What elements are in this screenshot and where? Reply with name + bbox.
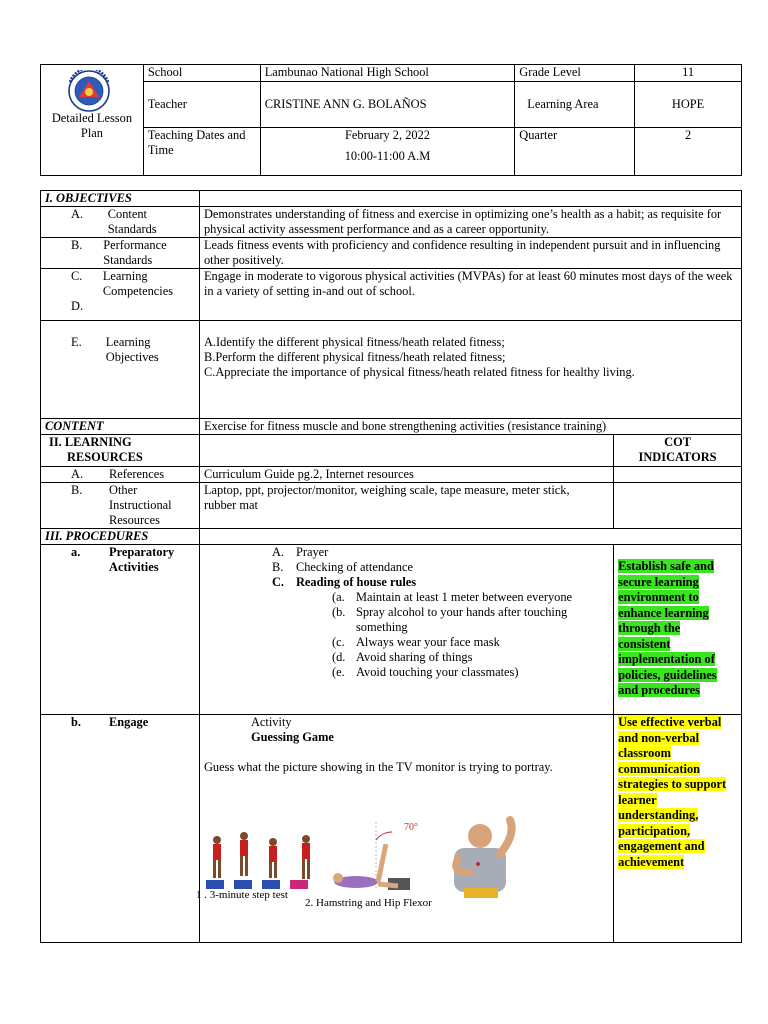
step-test-image	[202, 828, 322, 898]
procedures-heading: III. PROCEDURES	[41, 529, 200, 545]
learning-competencies-text: Engage in moderate to vigorous physical activities (MVPAs) for at least 60 minutes most days of the week in a variety of setting in-and out of school.	[199, 269, 741, 321]
preparatory-items	[199, 545, 613, 715]
dates-cell	[260, 128, 515, 176]
hamstring-caption: 2. Hamstring and Hip Flexor	[305, 897, 432, 909]
house-rule: (a. Maintain at least 1 meter between everyone	[331, 590, 573, 604]
dates-value: February 2, 2022	[344, 128, 430, 142]
time-value: 10:00-11:00 A.M	[344, 149, 431, 163]
header-table	[40, 64, 742, 176]
teacher-value: CRISTINE ANN G. BOLAÑOS	[260, 82, 515, 128]
references-text: Curriculum Guide pg.2, Internet resources	[199, 467, 613, 483]
content-text: Exercise for fitness muscle and bone strengthening activities (resistance training)	[199, 419, 741, 435]
prep-item: C. Reading of house rules	[271, 575, 417, 589]
quarter-label: Quarter	[515, 128, 635, 176]
step-test-caption: 1 . 3-minute step test	[196, 889, 288, 901]
engage-game: Guessing Game	[250, 730, 334, 744]
house-rule: (b. Spray alcohol to your hands after touching something	[331, 605, 568, 634]
stretch-angle-label: 70°	[404, 822, 418, 833]
content-heading: CONTENT	[41, 419, 200, 435]
teacher-label: Teacher	[143, 82, 260, 128]
shoulder-stretch-image	[440, 814, 522, 898]
performance-standards-text: Leads fitness events with proficiency and confidence resulting in independent pursuit and in influencing other positively.	[199, 238, 741, 269]
cot-heading: COT INDICATORS	[614, 435, 742, 467]
other-resources-label: B. Other Instructional Resources	[41, 483, 200, 529]
objective-item: A.Identify the different physical fitness/heath related fitness;	[203, 335, 505, 349]
school-seal-logo	[56, 70, 122, 112]
prep-item: B. Checking of attendance	[271, 560, 413, 574]
engage-activity: Activity	[250, 715, 292, 729]
engage-instruction: Guess what the picture showing in the TV monitor is trying to portray.	[203, 760, 553, 774]
engage-label: b. Engage	[41, 715, 200, 943]
house-rule: (d. Avoid sharing of things	[331, 650, 473, 664]
other-resources-text: Laptop, ppt, projector/monitor, weighing scale, tape measure, meter stick, rubber mat	[199, 483, 613, 529]
learning-competencies-label: C. Learning Competencies D.	[41, 269, 200, 321]
objective-item: C.Appreciate the importance of physical fitness/heath related fitness for healthy living.	[203, 365, 635, 379]
grade-value: 11	[635, 65, 742, 82]
references-label: A. References	[41, 467, 200, 483]
engage-cot	[614, 715, 742, 943]
school-value: Lambunao National High School	[260, 65, 515, 82]
hamstring-stretch-image	[326, 820, 412, 896]
resources-heading: II. LEARNING RESOURCES	[41, 435, 200, 467]
house-rule: (c. Always wear your face mask	[331, 635, 500, 649]
house-rule: (e. Avoid touching your classmates)	[331, 665, 519, 679]
performance-standards-label: B. Performance Standards	[41, 238, 200, 269]
objective-item: B.Perform the different physical fitness/heath related fitness;	[203, 350, 506, 364]
grade-label: Grade Level	[515, 65, 635, 82]
area-label: Learning Area	[515, 82, 635, 128]
preparatory-label: a. Preparatory Activities	[41, 545, 200, 715]
learning-objectives-text	[199, 321, 741, 419]
learning-objectives-label: E. Learning Objectives	[41, 321, 200, 419]
cot-indicator-safe-environment: Establish safe and secure learning environment to enhance learning through the consistent implementation of policies, guidelines and procedures	[618, 559, 717, 697]
doc-label: Detailed Lesson Plan	[51, 111, 133, 140]
objectives-heading: I. OBJECTIVES	[41, 191, 200, 207]
area-value: HOPE	[635, 82, 742, 128]
dates-label: Teaching Dates and Time	[143, 128, 260, 176]
content-standards-text: Demonstrates understanding of fitness and exercise in optimizing one’s health as a habit; as requisite for physical activity assessment performance and as a career opportunity.	[199, 207, 741, 238]
prep-item: A. Prayer	[271, 545, 329, 559]
quarter-value: 2	[635, 128, 742, 176]
content-standards-label: A. Content Standards	[41, 207, 200, 238]
cot-indicator-communication: Use effective verbal and non-verbal classroom communication strategies to support learner understanding, participation, engagement and achievement	[618, 715, 727, 869]
school-label: School	[143, 65, 260, 82]
preparatory-cot	[614, 545, 742, 715]
